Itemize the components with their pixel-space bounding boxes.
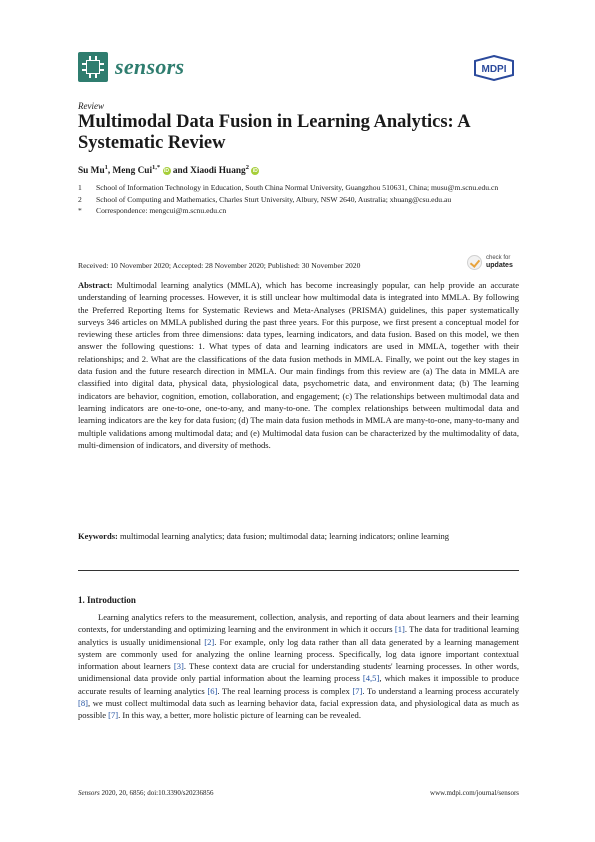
affiliation-item xyxy=(78,183,518,194)
orcid-icon[interactable]: iD xyxy=(164,167,169,174)
affiliation-mark: * xyxy=(78,206,82,216)
journal-name: sensors xyxy=(115,54,185,79)
author-list xyxy=(78,164,259,176)
abstract-text: Multimodal learning analytics (MMLA), which has become increasingly popular, can help provide an accurate understanding of learning processes. However, it is still unclear how multimodal data is integrated into MMLA. By following the Preferred Reporting Items for Systematic Reviews and Meta-Analyses (PRISMA) guidelines, this paper systematically surveys 346 articles on MMLA published during the past three years. For this purpose, we first present a conceptual model for reviewing these articles from three dimensions: data types, learning indicators, and data fusion. Based on this model, we then answer the following questions: 1. What types of data and learning indicators are used in MMLA, together with their relationships; and 2. What are the classifications of the data fusion methods in MMLA. Finally, we point out the key stages in data fusion and the future research direction in MMLA. Our main findings from this review are (a) The data in MMLA are classified into digital data, physical data, physiological data, psychometric data, and environment data; (b) The learning indicators are behavior, cognition, emotion, collaboration, and engagement; (c) The relationships between multimodal data and learning indicators are one-to-one, one-to-any, and many-to-one. The complex relationships between multimodal data and learning indicators are the key for data fusion; (d) The main data fusion methods in MMLA are many-to-one, many-to-many and multiple validations among multimodal data; and (e) Multimodal data fusion can be characterized by the multimodality of data, multi-dimension of indicators, and diversity of methods. xyxy=(78,280,519,450)
check-for-updates-label xyxy=(486,255,513,269)
check-badge-line2: updates xyxy=(486,262,513,269)
abstract-label: Abstract: xyxy=(78,280,113,290)
citation-link[interactable]: [4,5] xyxy=(362,673,380,684)
keywords-text: multimodal learning analytics; data fusion; multimodal data; learning indicators; online learning xyxy=(117,531,449,541)
author-separator: and xyxy=(170,166,191,177)
paragraph-text: . The data for traditional learning analytics is usually unidimensional xyxy=(78,624,519,647)
footer-journal: Sensors xyxy=(78,789,100,797)
mdpi-logo[interactable] xyxy=(473,55,515,81)
affiliation-text: School of Computing and Mathematics, Charles Sturt University, Albury, NSW 2640, Australia; xhuang@csu.edu.au xyxy=(96,194,452,204)
mdpi-logo-text: MDPI xyxy=(481,64,507,75)
check-for-updates-icon xyxy=(467,255,482,270)
author-separator: , xyxy=(107,166,113,177)
paper-title: Multimodal Data Fusion in Learning Analytics: A Systematic Review xyxy=(78,112,470,153)
orcid-icon[interactable]: iD xyxy=(252,167,258,174)
check-badge-line1: check for xyxy=(486,255,511,261)
citation-link[interactable]: [2] xyxy=(204,636,215,647)
paragraph-text: , which makes it impossible to produce accurate results of learning analytics xyxy=(78,673,519,696)
paragraph-text: . To understand a learning process accurately xyxy=(362,685,519,696)
author-name: Su Mu xyxy=(78,166,105,177)
citation-link[interactable]: [7] xyxy=(108,710,119,721)
author-affil-mark: 2 xyxy=(245,164,249,171)
paragraph-text: , we must collect multimodal data such as learning behavior data, facial expression data, and physiological data as much as possible xyxy=(78,698,519,721)
section-divider xyxy=(78,570,519,571)
affiliation-mark: 1 xyxy=(78,183,82,192)
citation-link[interactable]: [6] xyxy=(207,685,218,696)
article-type: Review xyxy=(78,101,104,111)
affiliation-item xyxy=(78,195,518,206)
affiliation-text: Correspondence: mengcui@m.scnu.edu.cn xyxy=(96,206,227,216)
intro-paragraph xyxy=(78,611,519,722)
citation-link[interactable]: [8] xyxy=(78,698,88,709)
affiliation-item xyxy=(78,206,518,217)
publication-dates: Received: 10 November 2020; Accepted: 28 November 2020; Published: 30 November 2020 xyxy=(78,261,361,270)
author-name: Xiaodi Huang xyxy=(190,166,246,177)
author-name: Meng Cui xyxy=(112,166,153,177)
abstract xyxy=(78,279,519,451)
footer-citation-text: 2020, 20, 6856; doi:10.3390/s20236856 xyxy=(99,789,214,797)
paragraph-text: . In this way, a better, more holistic picture of learning can be revealed. xyxy=(118,710,361,721)
paragraph-text: Learning analytics refers to the measurement, collection, analysis, and reporting of data about learners and their learning contexts, for understanding and optimizing learning and the environment in which it occurs xyxy=(78,612,519,635)
section-heading: 1. Introduction xyxy=(78,595,136,605)
citation-link[interactable]: [3] xyxy=(173,661,184,672)
citation-link[interactable]: [1] xyxy=(394,624,405,635)
keywords-label: Keywords: xyxy=(78,531,118,541)
sensors-chip-icon xyxy=(78,52,108,82)
footer-url[interactable]: www.mdpi.com/journal/sensors xyxy=(430,789,519,797)
affiliations xyxy=(78,183,518,218)
check-for-updates-button[interactable] xyxy=(467,254,525,272)
citation-link[interactable]: [7] xyxy=(352,685,363,696)
paragraph-text: . The real learning process is complex xyxy=(217,685,353,696)
author-affil-mark: 1 xyxy=(104,164,108,171)
author-affil-mark: 1,* xyxy=(152,164,161,171)
affiliation-mark: 2 xyxy=(78,194,82,204)
paragraph-text: . These context data are crucial for understanding students' learning processes. In other words, unidimensional data provide only partial information about the learning process xyxy=(78,661,519,684)
affiliation-text: School of Information Technology in Education, South China Normal University, Guangzhou 510631, China; musu@m.scnu.edu.cn xyxy=(96,183,499,192)
footer-citation xyxy=(78,789,214,797)
keywords xyxy=(78,530,519,542)
paragraph-text: . For example, only log data rather than all data generated by a learning management system are commonly used for analyzing the online learning process. Specifically, log data ignore important contextual information about learners xyxy=(78,636,520,672)
